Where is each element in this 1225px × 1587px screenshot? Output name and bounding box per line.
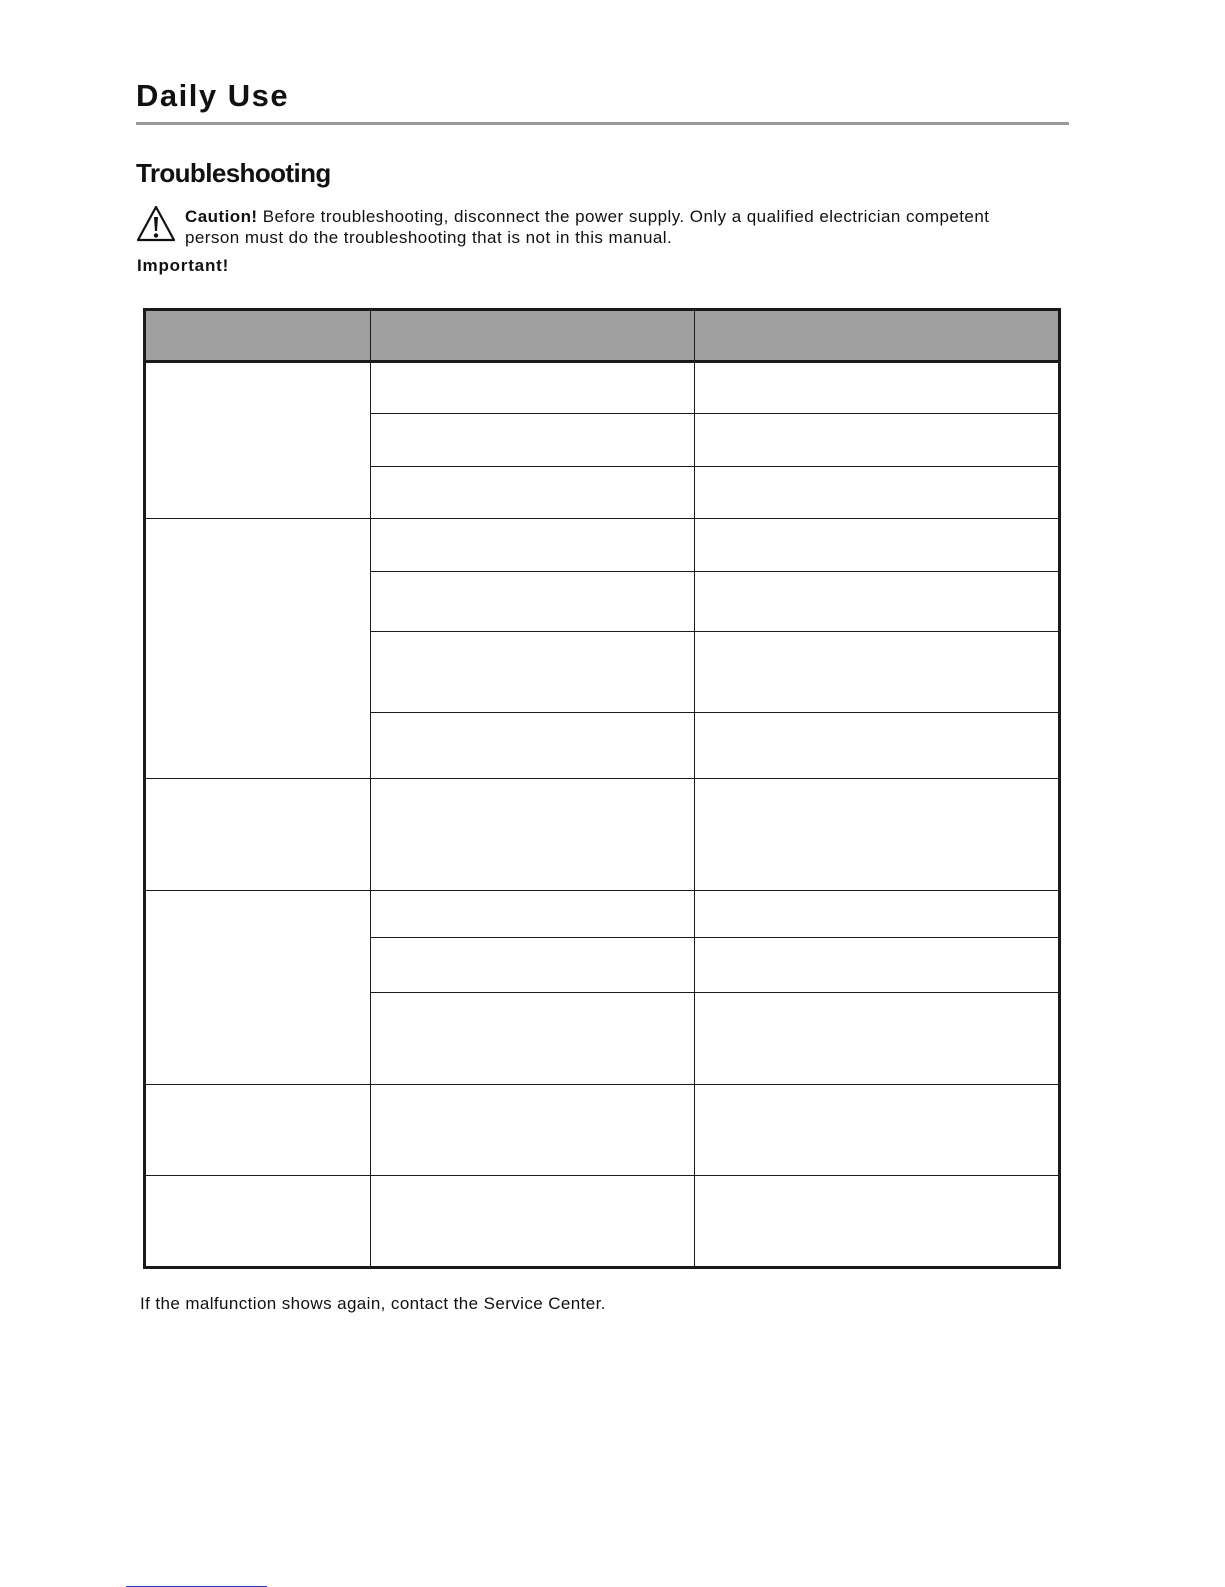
solution-cell — [695, 467, 1060, 519]
solution-cell — [695, 779, 1060, 891]
table-row — [145, 362, 1060, 414]
solution-cell — [695, 891, 1060, 938]
caution-body: Before troubleshooting, disconnect the power supply. Only a qualified electrician competent person must do the troubleshooting that is not in this manual. — [185, 207, 990, 247]
warning-triangle-icon — [136, 205, 176, 243]
cause-cell — [371, 938, 695, 993]
problem-cell — [145, 1085, 371, 1176]
problem-cell — [145, 362, 371, 519]
solution-cell — [695, 362, 1060, 414]
page-title: Troubleshooting — [136, 158, 331, 188]
important-label: Important! — [137, 256, 230, 275]
cause-cell — [371, 519, 695, 572]
problem-cell — [145, 779, 371, 891]
title-divider — [136, 122, 1069, 125]
solution-cell — [695, 632, 1060, 713]
solution-cell — [695, 713, 1060, 779]
solution-cell — [695, 572, 1060, 632]
solution-cell — [695, 519, 1060, 572]
problem-cell — [145, 519, 371, 779]
table-row — [145, 891, 1060, 938]
footer-note: If the malfunction shows again, contact the Service Center. — [140, 1294, 606, 1313]
solution-cell — [695, 1176, 1060, 1268]
cause-cell — [371, 1085, 695, 1176]
cause-cell — [371, 572, 695, 632]
cause-cell — [371, 632, 695, 713]
cause-cell — [371, 779, 695, 891]
table-row — [145, 1085, 1060, 1176]
header-cell-problem — [145, 310, 371, 362]
cause-cell — [371, 362, 695, 414]
cause-cell — [371, 993, 695, 1085]
solution-cell — [695, 938, 1060, 993]
cause-cell — [371, 713, 695, 779]
table-row — [145, 1176, 1060, 1268]
section-title: Daily Use — [136, 78, 290, 113]
cause-cell — [371, 467, 695, 519]
problem-cell — [145, 1176, 371, 1268]
solution-cell — [695, 993, 1060, 1085]
table-header-row — [145, 310, 1060, 362]
table-row — [145, 779, 1060, 891]
table-row — [145, 519, 1060, 572]
problem-cell — [145, 891, 371, 1085]
header-cell-cause — [371, 310, 695, 362]
solution-cell — [695, 1085, 1060, 1176]
cause-cell — [371, 414, 695, 467]
caution-label: Caution! — [185, 207, 258, 226]
solution-cell — [695, 414, 1060, 467]
cause-cell — [371, 1176, 695, 1268]
troubleshooting-table — [143, 308, 1061, 1269]
caution-text — [185, 206, 1045, 248]
cause-cell — [371, 891, 695, 938]
header-cell-solution — [695, 310, 1060, 362]
